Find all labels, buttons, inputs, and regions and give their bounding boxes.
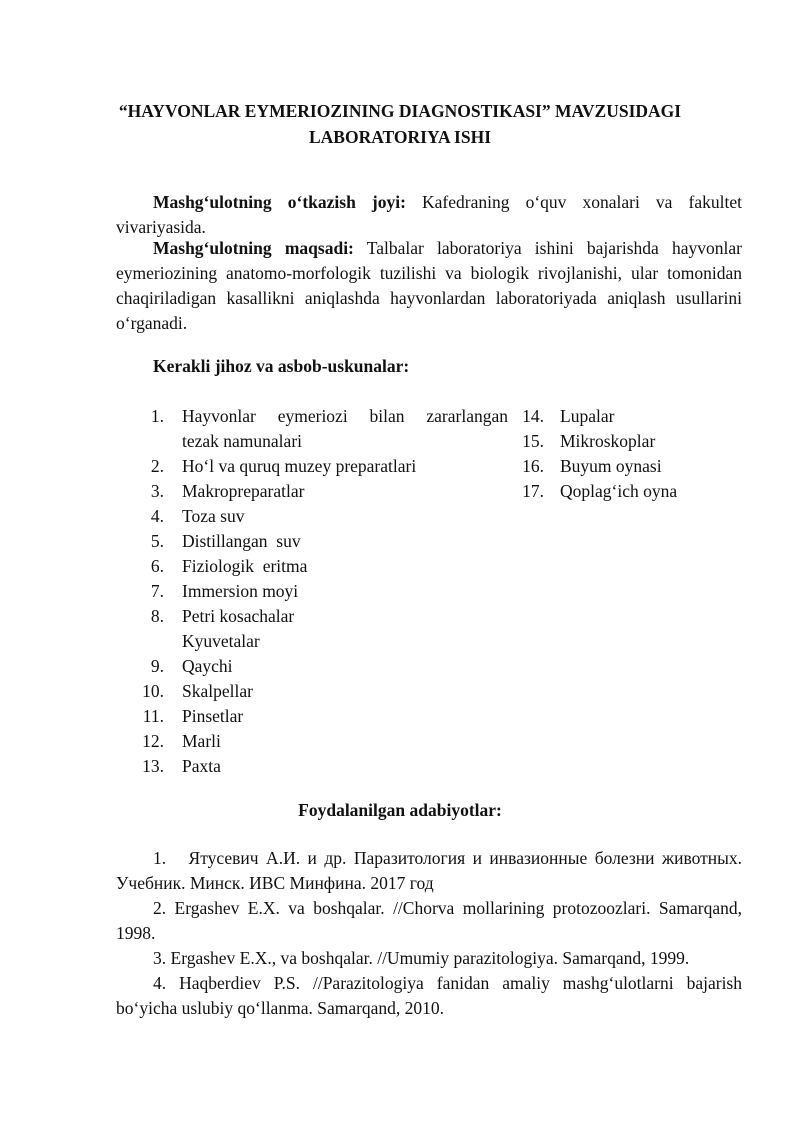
list-item-number: 12. bbox=[142, 731, 164, 751]
list-item-text: Pinsetlar bbox=[182, 706, 244, 726]
list-item bbox=[500, 454, 760, 479]
equipment-list-right bbox=[500, 404, 760, 504]
list-item bbox=[124, 504, 508, 529]
list-item-text-continued: Kyuvetalar bbox=[182, 631, 260, 651]
list-item-text: Lupalar bbox=[560, 406, 615, 426]
goal-label: Mashg‘ulotning maqsadi: bbox=[153, 238, 354, 258]
list-item-text: Marli bbox=[182, 731, 221, 751]
list-item-number: 5. bbox=[150, 531, 164, 551]
list-item bbox=[124, 754, 508, 779]
list-item-text: Fiziologik eritma bbox=[182, 556, 308, 576]
list-item-number: 8. bbox=[150, 606, 164, 626]
list-item-number: 17. bbox=[522, 481, 544, 501]
title-line-1: “HAYVONLAR EYMERIOZINING DIAGNOSTIKASI” MAVZUSIDAGI bbox=[118, 101, 682, 121]
list-item-text: Buyum oynasi bbox=[560, 456, 662, 476]
reference-item: 1. Ятусевич А.И. и др. Паразитология и инвазионные болезни животных. Учебник. Минск. ИВС Минфина. 2017 год bbox=[116, 848, 747, 893]
place-text: Kafedraning o‘quv xonalari va fakultet vivariyasida. bbox=[116, 192, 743, 237]
list-item-text: Qaychi bbox=[182, 656, 233, 676]
list-item-text: Skalpellar bbox=[182, 681, 253, 701]
list-item-text: Immersion moyi bbox=[182, 581, 299, 601]
list-item-number: 10. bbox=[142, 681, 164, 701]
list-item-number: 11. bbox=[142, 706, 164, 726]
page-title bbox=[100, 98, 700, 150]
reference-item: 3. Ergashev E.X., va boshqalar. //Umumiy parazitologiya. Samarqand, 1999. bbox=[153, 948, 690, 968]
list-item-number: 14. bbox=[522, 406, 544, 426]
references-list bbox=[116, 846, 747, 1021]
list-item bbox=[124, 679, 508, 704]
list-item-number: 15. bbox=[522, 431, 544, 451]
list-item bbox=[124, 579, 508, 604]
goal-paragraph bbox=[116, 236, 742, 336]
list-item-number: 7. bbox=[150, 581, 164, 601]
list-item-number: 13. bbox=[142, 756, 164, 776]
list-item bbox=[124, 604, 508, 654]
list-item bbox=[124, 404, 508, 454]
list-item bbox=[124, 479, 508, 504]
reference-item: 2. Ergashev E.X. va boshqalar. //Chorva mollarining protozoozlari. Samarqand, 1998. bbox=[116, 898, 742, 943]
list-item bbox=[500, 479, 760, 504]
list-item-text: Qoplag‘ich oyna bbox=[560, 481, 678, 501]
list-item-number: 16. bbox=[522, 456, 544, 476]
reference-item: 4. Haqberdiev P.S. //Parazitologiya fanidan amaliy mashg‘ulotlarni bajarish bo‘yicha uslubiy qo‘llanma. Samarqand, 2010. bbox=[116, 973, 742, 1018]
list-item bbox=[500, 404, 760, 429]
list-item-text: Mikroskoplar bbox=[560, 431, 656, 451]
goal-text: Talbalar laboratoriya ishini bajarishda hayvonlar eymeriozining anatomo-morfologik tuzilishi va biologik rivojlanishi, ular tomonidan chaqiriladigan kasallikni aniqlashda hayvonlardan laboratoriyada aniqlash usullarini o‘rganadi. bbox=[116, 238, 742, 333]
list-item-text: Toza suv bbox=[182, 506, 245, 526]
list-item-number: 9. bbox=[150, 656, 164, 676]
references-heading: Foydalanilgan adabiyotlar: bbox=[298, 800, 502, 820]
list-item bbox=[124, 529, 508, 554]
list-item-text: Makropreparatlar bbox=[182, 481, 305, 501]
list-item-text: Ho‘l va quruq muzey preparatlari bbox=[182, 456, 417, 476]
list-item-text: Petri kosachalar bbox=[182, 606, 295, 626]
list-item bbox=[124, 454, 508, 479]
title-line-2: LABORATORIYA ISHI bbox=[308, 127, 492, 147]
list-item-text-continued: tezak namunalari bbox=[182, 431, 303, 451]
equipment-heading: Kerakli jihoz va asbob-uskunalar: bbox=[153, 356, 410, 376]
list-item bbox=[124, 654, 508, 679]
list-item-text: Hayvonlar eymeriozi bilan zararlangan bbox=[182, 406, 508, 426]
list-item bbox=[124, 729, 508, 754]
list-item-number: 4. bbox=[150, 506, 164, 526]
list-item-number: 3. bbox=[150, 481, 164, 501]
place-paragraph bbox=[116, 190, 742, 240]
list-item-text: Distillangan suv bbox=[182, 531, 301, 551]
list-item-number: 6. bbox=[150, 556, 164, 576]
equipment-list-left bbox=[124, 404, 508, 779]
list-item bbox=[500, 429, 760, 454]
list-item-number: 1. bbox=[150, 406, 164, 426]
list-item bbox=[124, 704, 508, 729]
list-item bbox=[124, 554, 508, 579]
place-label: Mashg‘ulotning o‘tkazish joyi: bbox=[153, 192, 406, 212]
list-item-text: Paxta bbox=[182, 756, 221, 776]
list-item-number: 2. bbox=[150, 456, 164, 476]
